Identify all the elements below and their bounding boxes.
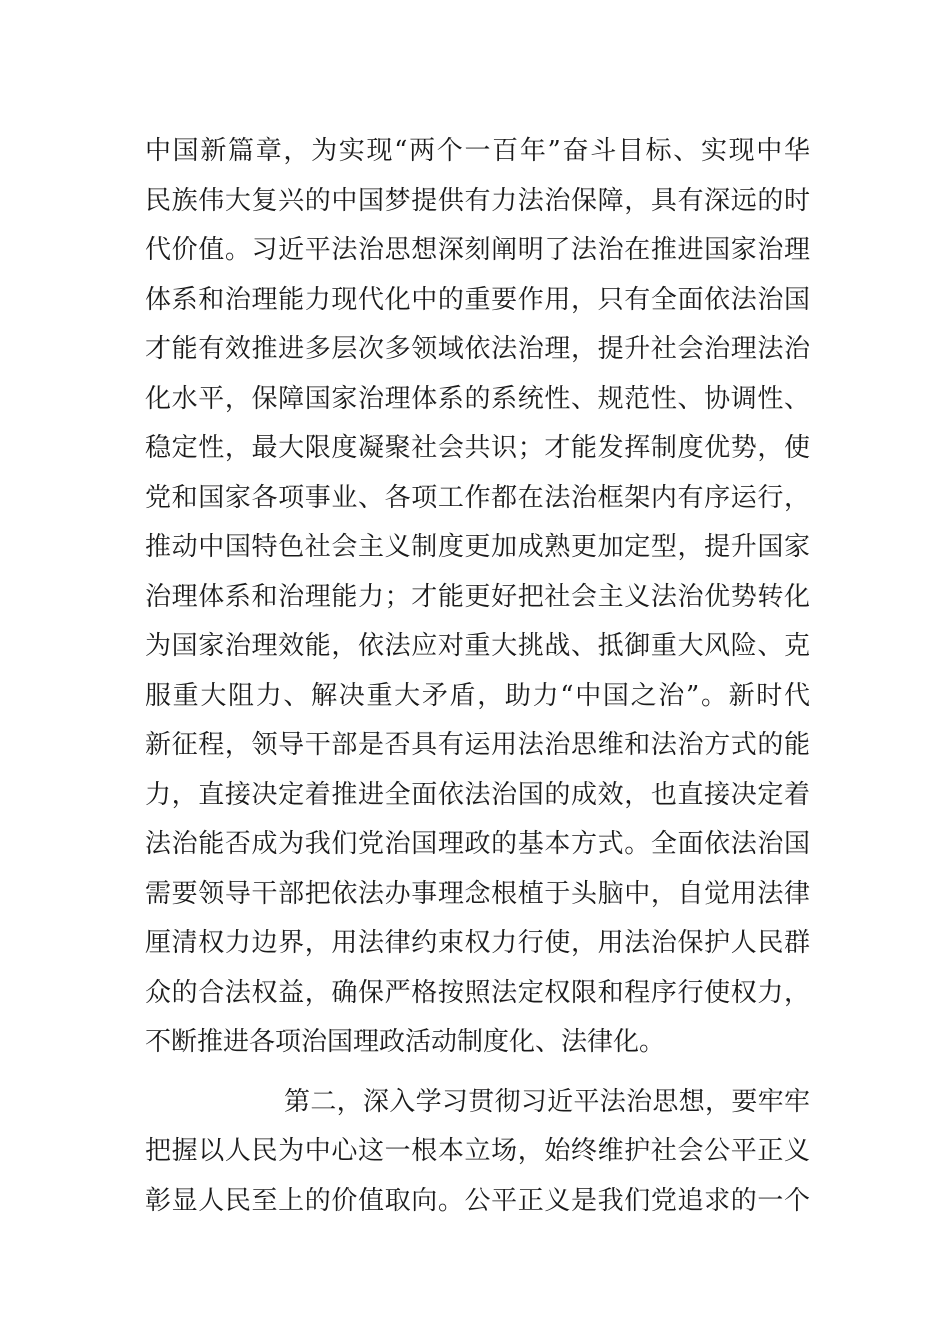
text-line: 推动中国特色社会主义制度更加成熟更加定型，提升国家	[145, 532, 810, 562]
text-line: 新征程，领导干部是否具有运用法治思维和法治方式的能	[145, 730, 810, 760]
text-line: 党和国家各项事业、各项工作都在法治框架内有序运行，	[145, 482, 810, 513]
paragraph-2	[145, 1078, 810, 1227]
text-line: 把握以人民为中心这一根本立场，始终维护社会公平正义	[145, 1136, 810, 1166]
text-line: 民族伟大复兴的中国梦提供有力法治保障，具有深远的时	[145, 185, 810, 216]
body-text	[145, 127, 810, 1226]
text-line: 服重大阻力、解决重大矛盾，助力“中国之治”。新时代	[145, 680, 810, 711]
text-line: 众的合法权益，确保严格按照法定权限和程序行使权力，	[145, 977, 810, 1008]
text-line: 代价值。习近平法治思想深刻阐明了法治在推进国家治理	[145, 235, 810, 265]
paragraph-gap	[145, 1068, 810, 1078]
text-line: 中国新篇章，为实现“两个一百年”奋斗目标、实现中华	[145, 136, 810, 166]
text-line: 彰显人民至上的价值取向。公平正义是我们党追求的一个	[145, 1185, 810, 1216]
text-line: 化水平，保障国家治理体系的系统性、规范性、协调性、	[145, 383, 810, 414]
text-line: 治理体系和治理能力；才能更好把社会主义法治优势转化	[145, 581, 810, 612]
paragraph-1	[145, 127, 810, 1068]
text-line: 稳定性，最大限度凝聚社会共识；才能发挥制度优势，使	[145, 433, 810, 463]
text-line: 为国家治理效能，依法应对重大挑战、抵御重大风险、克	[145, 631, 810, 661]
text-line: 才能有效推进多层次多领域依法治理，提升社会治理法治	[145, 334, 810, 364]
text-line: 第二，深入学习贯彻习近平法治思想，要牢牢	[284, 1086, 810, 1117]
text-line: 法治能否成为我们党治国理政的基本方式。全面依法治国	[145, 829, 810, 859]
text-line: 需要领导干部把依法办事理念根植于头脑中，自觉用法律	[145, 878, 810, 909]
text-line: 力，直接决定着推进全面依法治国的成效，也直接决定着	[145, 779, 810, 810]
text-line: 厘清权力边界，用法律约束权力行使，用法治保护人民群	[145, 928, 810, 958]
text-line: 体系和治理能力现代化中的重要作用，只有全面依法治国	[145, 284, 810, 315]
text-line: 不断推进各项治国理政活动制度化、法律化。	[145, 1027, 666, 1057]
